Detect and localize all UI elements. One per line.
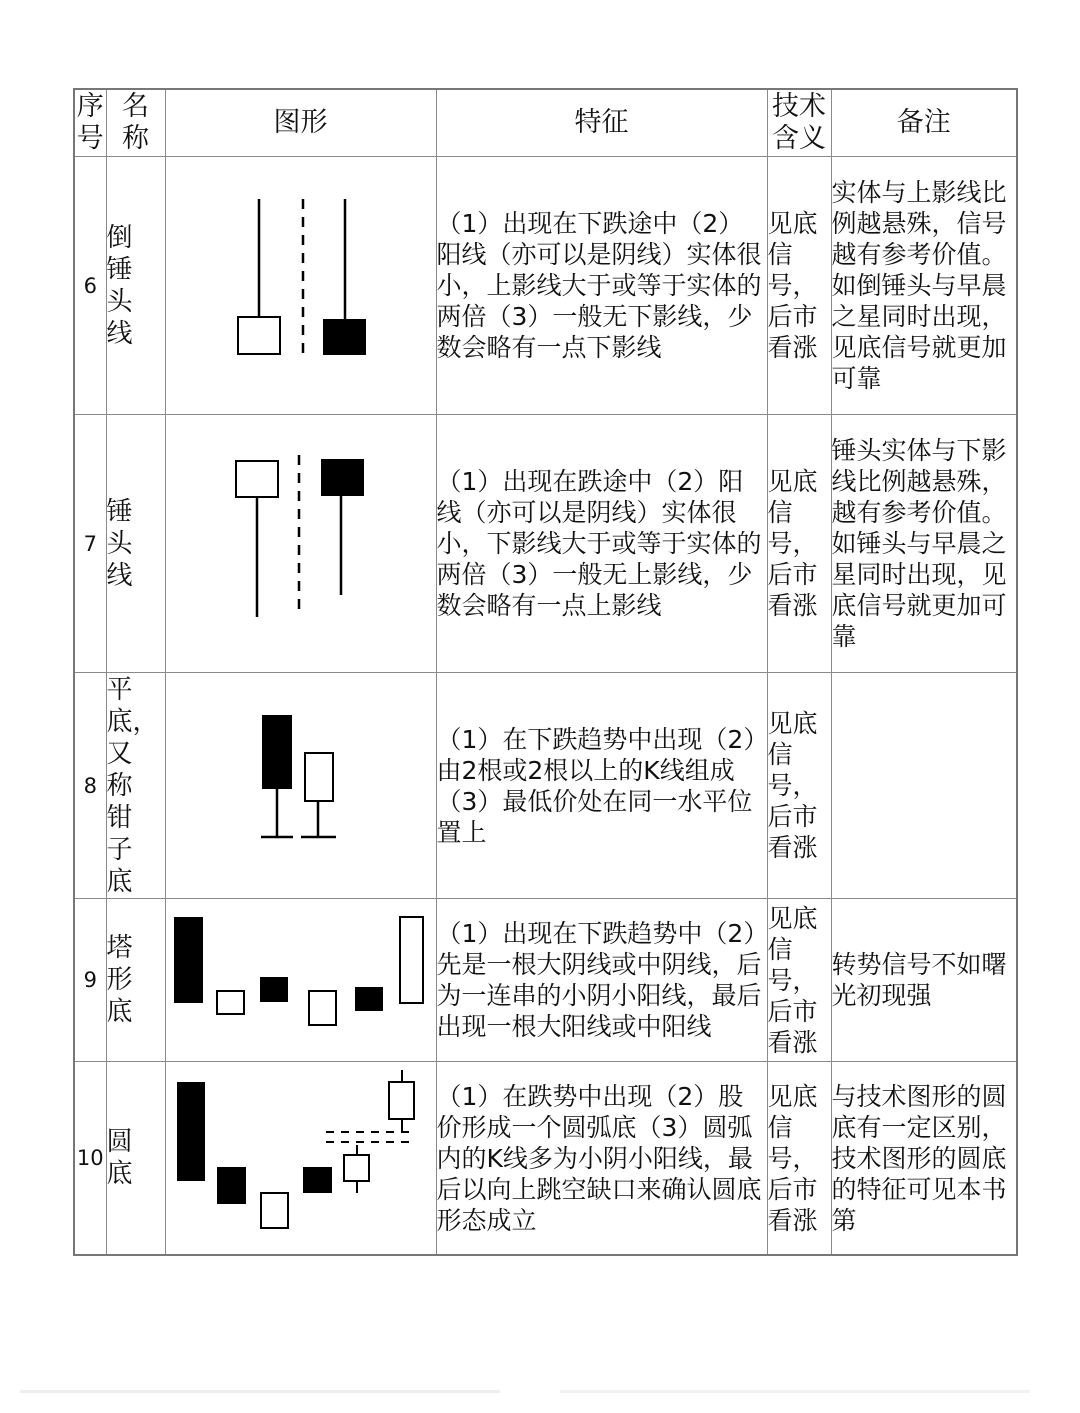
- row-figure: [165, 1062, 436, 1256]
- row-feature: （1）在跌势中出现（2）股价形成一个圆弧底（3）圆弧内的K线多为小阴小阳线，最后以向上跳空缺口来确认圆底形态成立: [436, 1062, 767, 1256]
- header-note: 备注: [831, 89, 1017, 157]
- candlestick-patterns-table: [73, 88, 1018, 1256]
- row-feature: （1）出现在跌途中（2）阳线（亦可以是阴线）实体很小，下影线大于或等于实体的两倍（3）一般无上影线，少数会略有一点上影线: [436, 415, 767, 673]
- inverted-hammer-figure: [166, 157, 437, 414]
- flat-bottom-figure: [166, 673, 437, 898]
- page-bottom-divider: [560, 1390, 1030, 1393]
- table-row: [74, 415, 1017, 673]
- row-feature: （1）出现在下跌趋势中（2）先是一根大阴线或中阴线，后为一连串的小阴小阳线，最后出现一根大阳线或中阳线: [436, 899, 767, 1062]
- row-name: 倒锤头线: [106, 157, 165, 415]
- row-figure: [165, 415, 436, 673]
- page-bottom-divider: [20, 1390, 500, 1393]
- header-figure: 图形: [165, 89, 436, 157]
- row-index: 6: [74, 157, 106, 415]
- row-tech: 见底信号，后市看涨: [767, 1062, 831, 1256]
- header-name: 名称: [106, 89, 165, 157]
- row-name: 塔形底: [106, 899, 165, 1062]
- row-note: 转势信号不如曙光初现强: [831, 899, 1017, 1062]
- table-row: [74, 673, 1017, 899]
- rounding-bottom-figure: [166, 1062, 437, 1254]
- row-index: 8: [74, 673, 106, 899]
- row-note: 与技术图形的圆底有一定区别，技术图形的圆底的特征可见本书第: [831, 1062, 1017, 1256]
- table-row: [74, 899, 1017, 1062]
- row-note: 锤头实体与下影线比例越悬殊，越有参考价值。如锤头与早晨之星同时出现，见底信号就更加可靠: [831, 415, 1017, 673]
- tower-bottom-figure: [166, 899, 437, 1061]
- row-index: 7: [74, 415, 106, 673]
- row-note: 实体与上影线比例越悬殊，信号越有参考价值。如倒锤头与早晨之星同时出现，见底信号就更加可靠: [831, 157, 1017, 415]
- row-tech: 见底信号，后市看涨: [767, 415, 831, 673]
- header-index: 序号: [74, 89, 106, 157]
- row-name: 平底，又称钳子底: [106, 673, 165, 899]
- row-feature: （1）出现在下跌途中（2）阳线（亦可以是阴线）实体很小，上影线大于或等于实体的两倍（3）一般无下影线，少数会略有一点下影线: [436, 157, 767, 415]
- row-tech: 见底信号，后市看涨: [767, 899, 831, 1062]
- row-tech: 见底信号，后市看涨: [767, 157, 831, 415]
- row-index: 10: [74, 1062, 106, 1256]
- row-tech: 见底信号，后市看涨: [767, 673, 831, 899]
- table-row: [74, 1062, 1017, 1256]
- table-header-row: [74, 89, 1017, 157]
- header-feature: 特征: [436, 89, 767, 157]
- row-name: 圆底: [106, 1062, 165, 1256]
- row-figure: [165, 899, 436, 1062]
- row-note: [831, 673, 1017, 899]
- header-tech: 技术含义: [767, 89, 831, 157]
- hammer-figure: [166, 415, 437, 672]
- row-name: 锤头线: [106, 415, 165, 673]
- row-feature: （1）在下跌趋势中出现（2）由2根或2根以上的K线组成（3）最低价处在同一水平位置上: [436, 673, 767, 899]
- row-figure: [165, 673, 436, 899]
- table-row: [74, 157, 1017, 415]
- row-figure: [165, 157, 436, 415]
- row-index: 9: [74, 899, 106, 1062]
